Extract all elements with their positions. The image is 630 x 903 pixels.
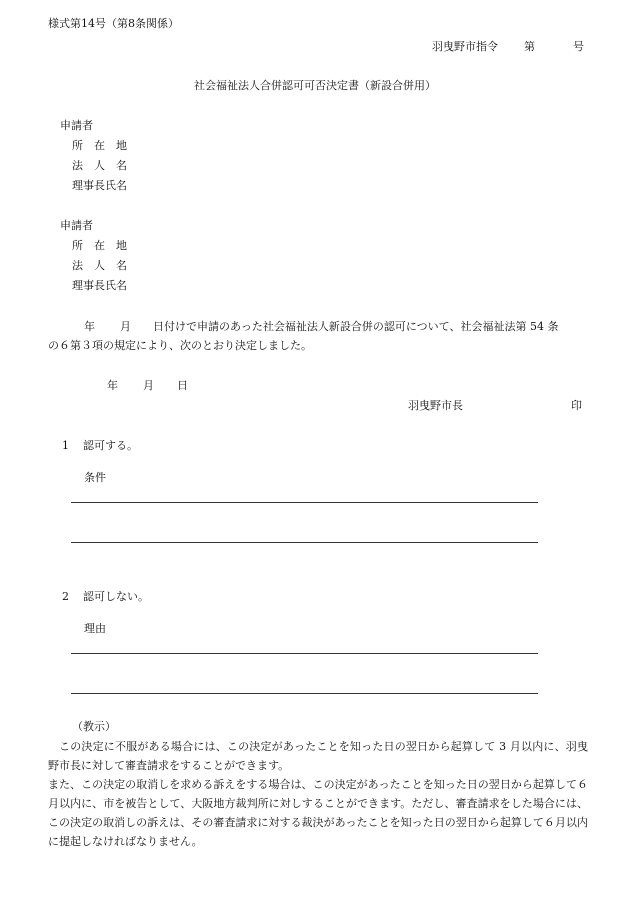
mayor-label: 羽曳野市長: [408, 399, 463, 412]
reason-line-1: [71, 653, 538, 654]
intro-year: 年: [84, 320, 95, 333]
conditions-label: 条件: [84, 471, 106, 484]
doc-number-dai: 第: [524, 40, 535, 53]
applicant-2-address-label: 所 在 地: [72, 239, 127, 252]
decision-2-number: 2: [62, 590, 69, 603]
reason-label: 理由: [84, 622, 106, 635]
seal-mark: 印: [571, 399, 582, 412]
notice-heading: （教示）: [72, 720, 116, 733]
applicant-1-chair-label: 理事長氏名: [72, 179, 127, 192]
notice-paragraph-2: また、この決定の取消しを求める訴えをする場合は、この決定があったことを知った日の翌日から起算して６月以内に、市を被告として、大阪地方裁判所に対しすることができます。ただし、審査請求をした場合には、この決定の取消しの訴えは、その審査請求に対する裁決があったことを知った日の翌日から起算して６月以内に提起しなければなりません。: [48, 778, 588, 848]
date-year: 年: [107, 379, 118, 392]
intro-line1: 日付けで申請のあった社会福祉法人新設合併の認可について、社会福祉法第 54 条: [153, 320, 559, 333]
applicant-2-heading: 申請者: [60, 219, 93, 232]
applicant-1-corp-label: 法 人 名: [72, 159, 127, 172]
document-title: 社会福祉法人合併認可可否決定書（新設合併用）: [194, 79, 436, 92]
conditions-line-1: [71, 502, 538, 503]
notice-paragraph-1: この決定に不服がある場合には、この決定があったことを知った日の翌日から起算して 3 月以内に、羽曳野市長に対して審査請求をすることができます。: [48, 740, 588, 772]
conditions-line-2: [71, 542, 538, 543]
form-label: 様式第14号（第8条関係）: [48, 17, 179, 30]
date-month: 月: [143, 379, 154, 392]
decision-2-text: 認可しない。: [83, 590, 149, 603]
applicant-1-address-label: 所 在 地: [72, 139, 127, 152]
doc-number-go: 号: [573, 40, 584, 53]
applicant-1-heading: 申請者: [60, 119, 93, 132]
decision-1-text: 認可する。: [83, 439, 138, 452]
intro-line2: の６第３項の規定により、次のとおり決定しました。: [48, 339, 312, 352]
intro-month: 月: [120, 320, 131, 333]
applicant-2-corp-label: 法 人 名: [72, 259, 127, 272]
decision-1-number: 1: [62, 439, 69, 452]
date-day: 日: [177, 379, 188, 392]
reason-line-2: [71, 693, 538, 694]
applicant-2-chair-label: 理事長氏名: [72, 279, 127, 292]
doc-number-org: 羽曳野市指令: [432, 40, 498, 53]
